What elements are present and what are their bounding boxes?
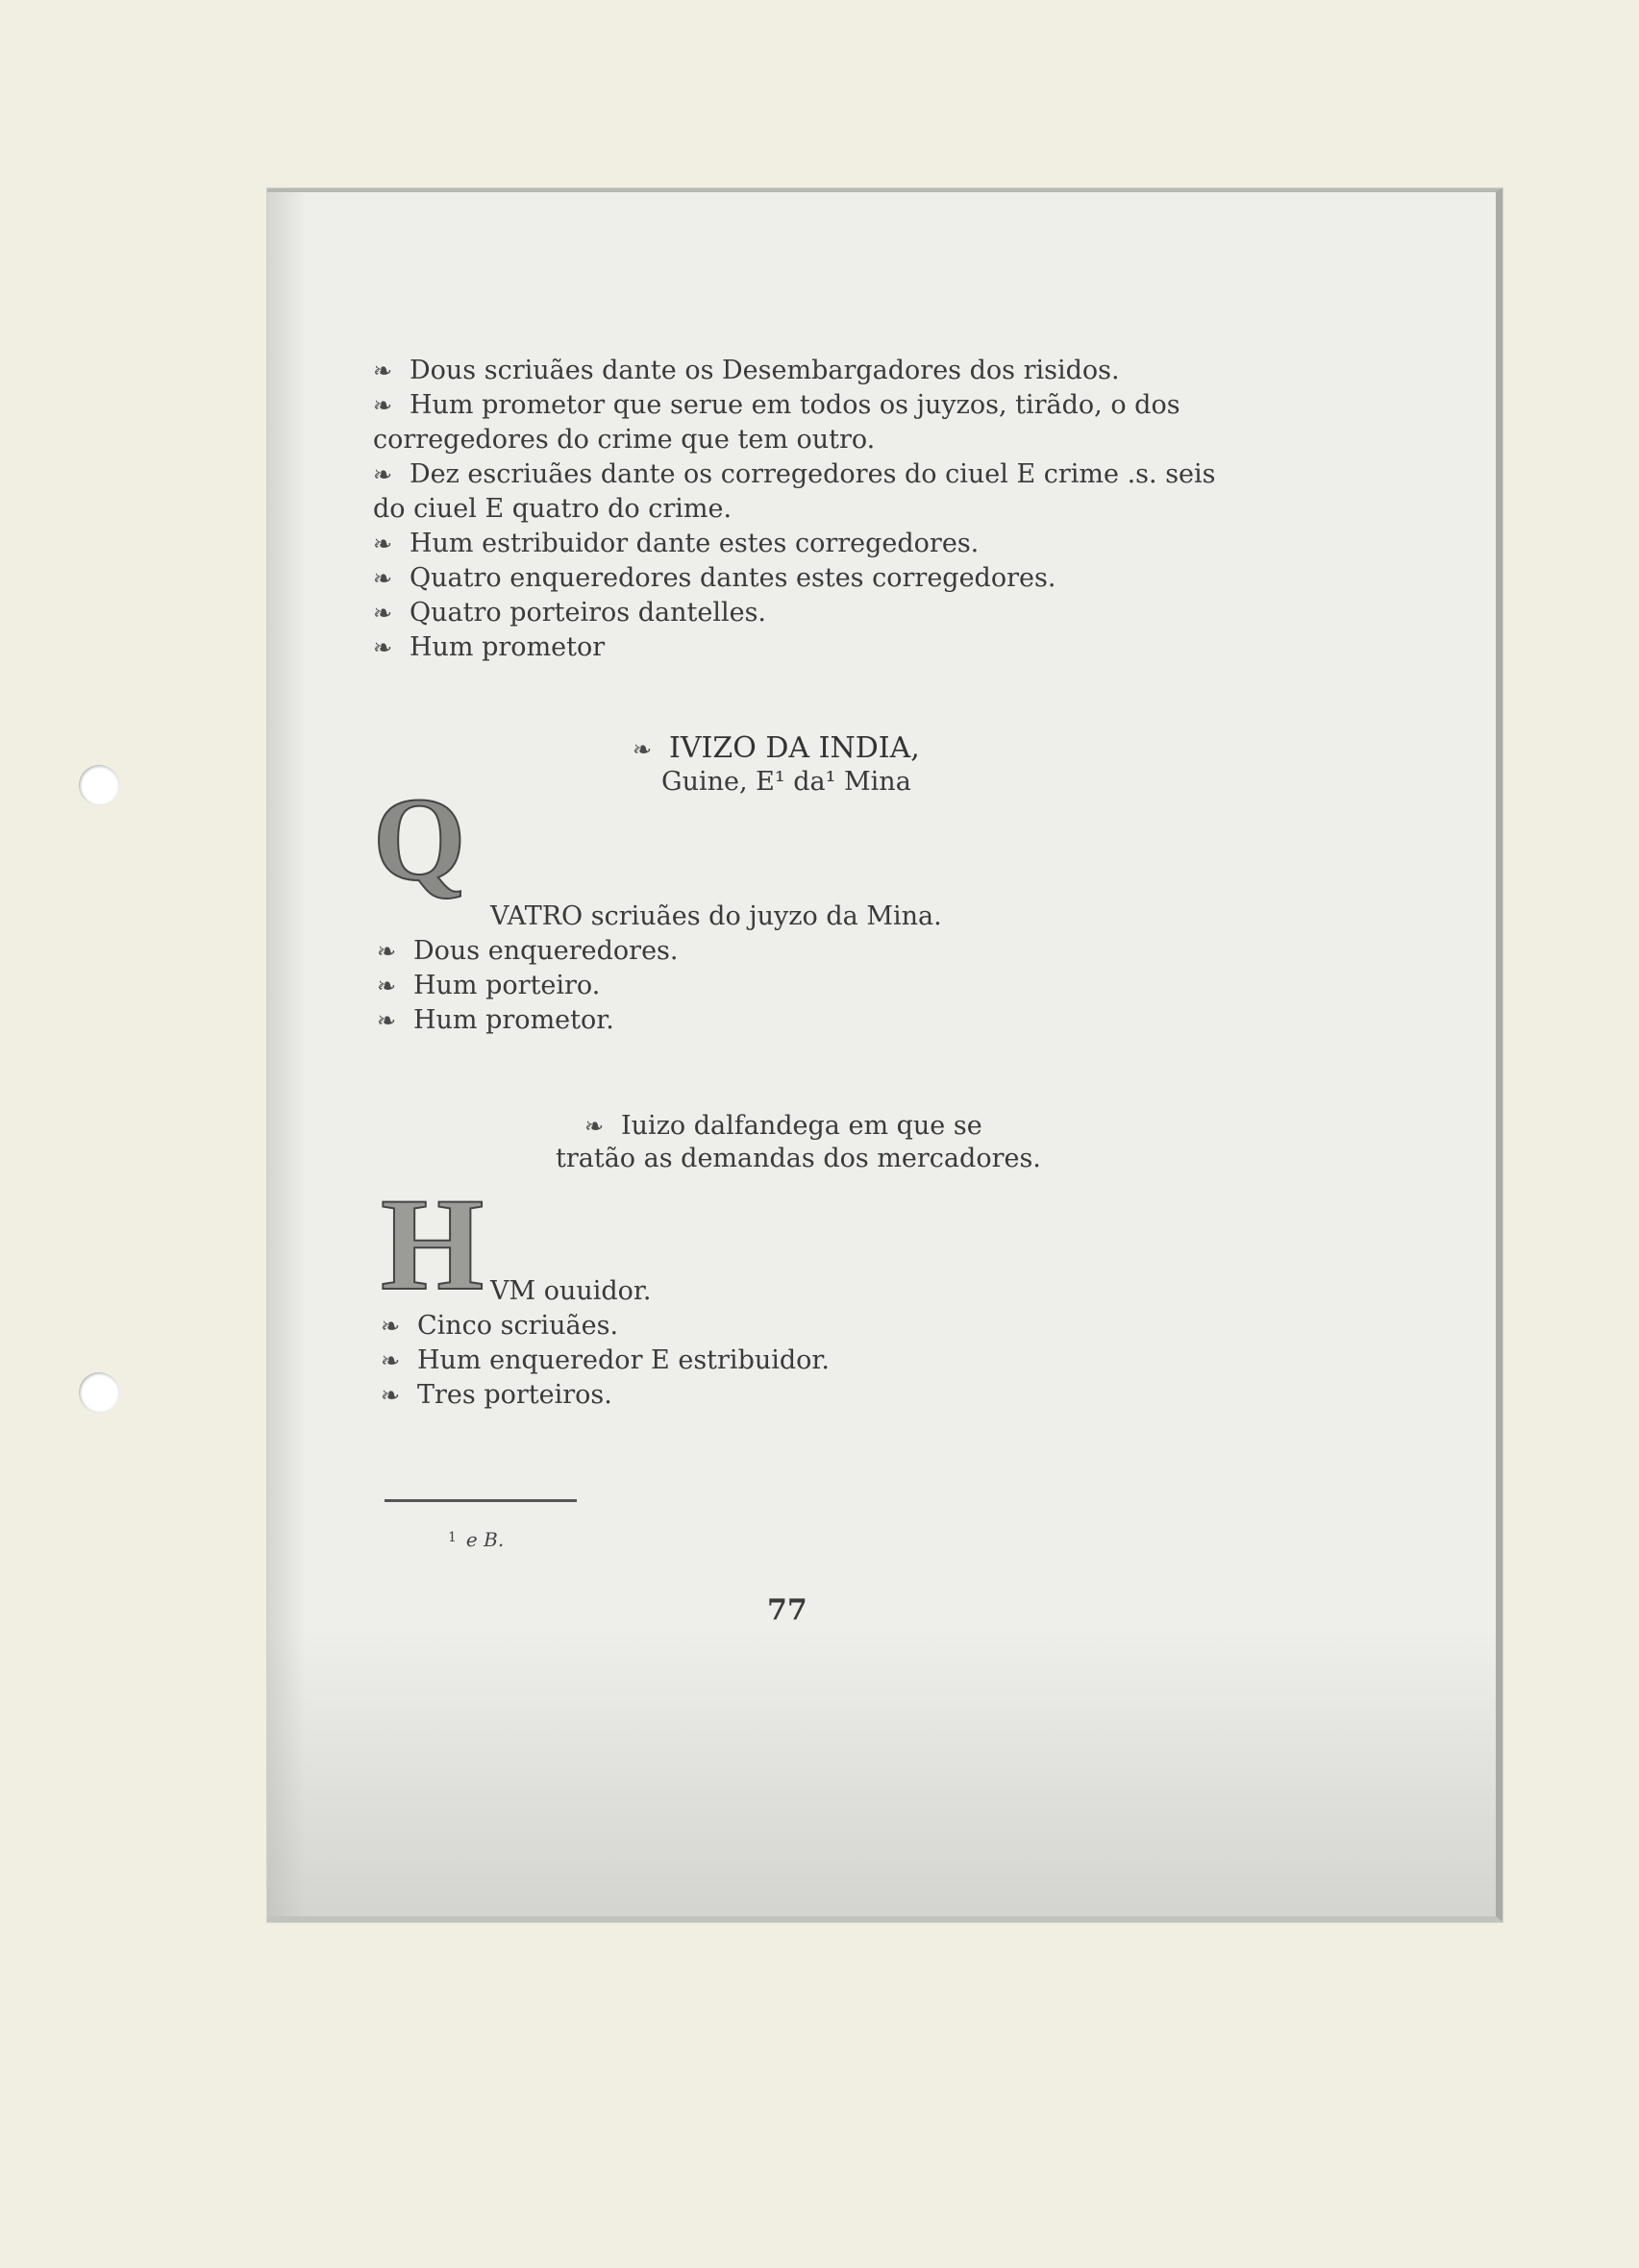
pilcrow-ornament-icon: ❧ xyxy=(373,600,393,627)
pilcrow-ornament-icon: ❧ xyxy=(381,1313,401,1340)
list-item: ❧ Hum prometor xyxy=(373,630,605,665)
footnote-marker: 1 xyxy=(448,1530,457,1545)
list-item-first-line: VATRO scriuães do juyzo da Mina. xyxy=(490,901,942,931)
page-number: 77 xyxy=(767,1593,807,1627)
binder-hole-top xyxy=(79,765,119,805)
drop-cap-letter: H xyxy=(381,1171,484,1318)
list-item: ❧ Hum prometor que serue em todos os juyzos, tirãdo, o dos xyxy=(373,388,1180,423)
section-heading-continuation: tratão as demandas dos mercadores. xyxy=(556,1144,1041,1173)
pilcrow-ornament-icon: ❧ xyxy=(377,938,397,965)
list-item: ❧ Dez escriuães dante os corregedores do ciuel E crime .s. seis xyxy=(373,457,1216,492)
list-item: ❧ Quatro porteiros dantelles. xyxy=(373,596,766,630)
footnote-text: e B. xyxy=(465,1528,505,1551)
list-item: ❧ Quatro enqueredores dantes estes corregedores. xyxy=(373,561,1055,596)
pilcrow-ornament-icon: ❧ xyxy=(373,392,393,419)
section-subheading: Guine, E¹ da¹ Mina xyxy=(661,767,911,797)
pilcrow-ornament-icon: ❧ xyxy=(381,1347,401,1374)
section-heading: ❧ IVIZO DA INDIA, xyxy=(633,730,920,768)
pilcrow-ornament-icon: ❧ xyxy=(373,461,393,488)
list-item: ❧ Dous enqueredores. xyxy=(377,934,679,969)
pilcrow-ornament-icon: ❧ xyxy=(373,634,393,661)
pilcrow-ornament-icon: ❧ xyxy=(584,1113,605,1140)
list-item: ❧ Hum porteiro. xyxy=(377,969,600,1003)
pilcrow-ornament-icon: ❧ xyxy=(633,736,653,763)
binder-hole-bottom xyxy=(79,1372,119,1413)
list-item: ❧ Hum prometor. xyxy=(377,1003,614,1038)
drop-cap-letter: Q xyxy=(373,774,466,905)
footnote xyxy=(448,1528,504,1551)
list-item: ❧ Tres porteiros. xyxy=(381,1378,612,1413)
section-heading: ❧ Iuizo dalfandega em que se xyxy=(584,1109,982,1144)
list-item-first-line: VM ouuidor. xyxy=(490,1276,652,1306)
list-item: ❧ Cinco scriuães. xyxy=(381,1309,618,1344)
pilcrow-ornament-icon: ❧ xyxy=(373,565,393,592)
list-item-continuation: corregedores do crime que tem outro. xyxy=(373,425,876,455)
pilcrow-ornament-icon: ❧ xyxy=(381,1382,401,1409)
pilcrow-ornament-icon: ❧ xyxy=(373,530,393,557)
list-item: ❧ Hum enqueredor E estribuidor. xyxy=(381,1344,830,1378)
photocopy-sheet xyxy=(267,188,1502,1922)
pilcrow-ornament-icon: ❧ xyxy=(377,1007,397,1034)
list-item: ❧ Dous scriuães dante os Desembargadores dos risidos. xyxy=(373,354,1120,388)
pilcrow-ornament-icon: ❧ xyxy=(373,357,393,384)
list-item: ❧ Hum estribuidor dante estes corregedores. xyxy=(373,527,979,561)
list-item-continuation: do ciuel E quatro do crime. xyxy=(373,494,733,524)
pilcrow-ornament-icon: ❧ xyxy=(377,973,397,999)
footnote-divider xyxy=(385,1499,577,1502)
